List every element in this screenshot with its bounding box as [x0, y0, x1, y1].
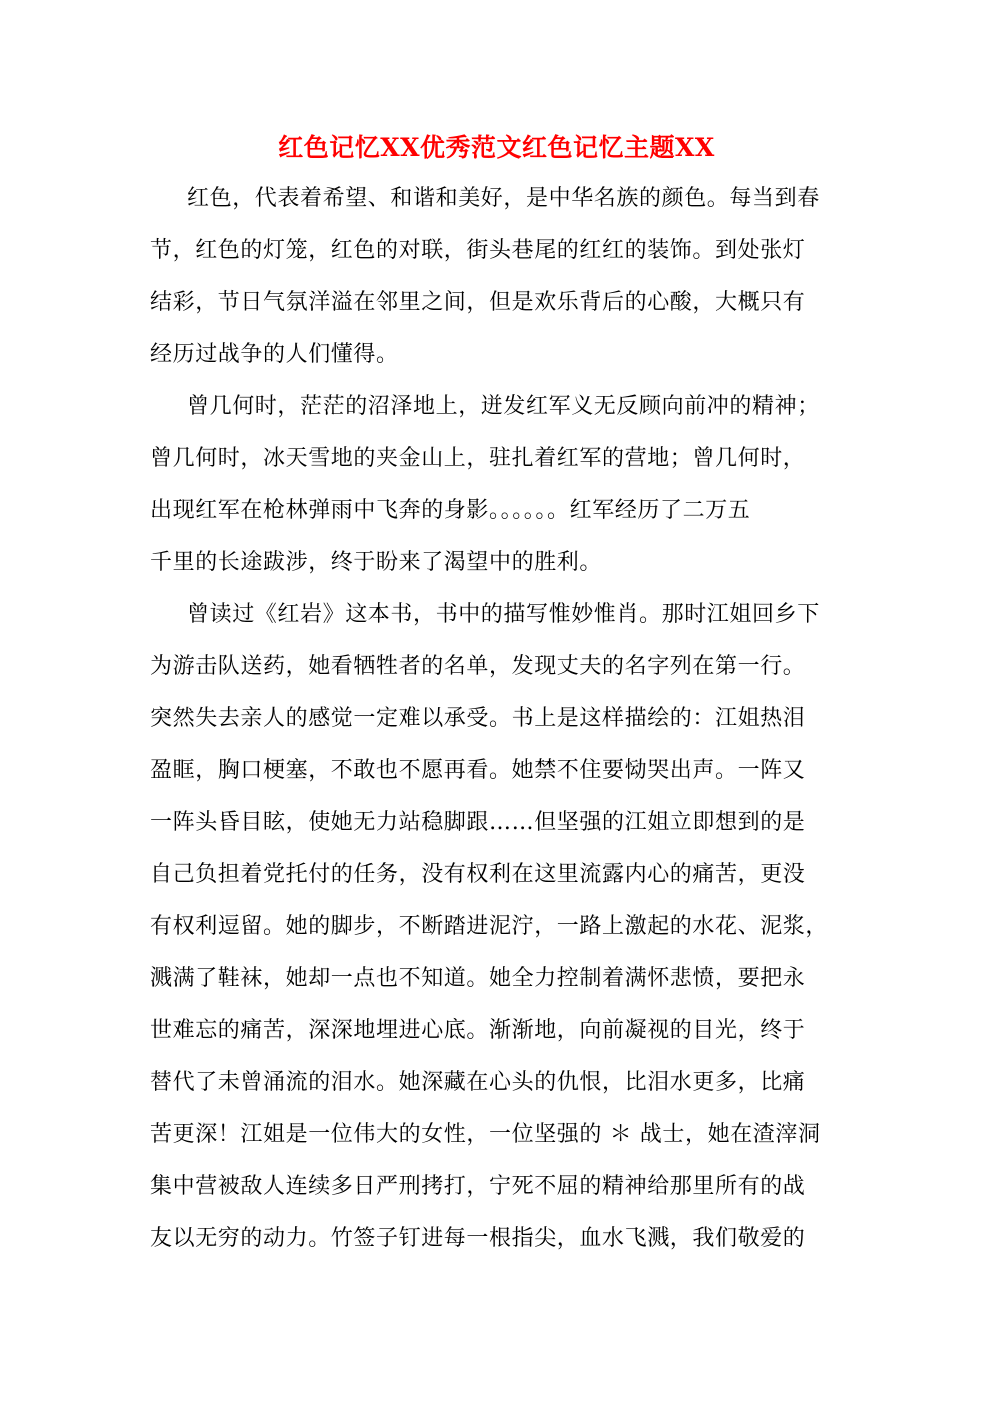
text-line: 盈眶，胸口梗塞，不敢也不愿再看。她禁不住要恸哭出声。一阵又 — [150, 758, 806, 783]
text-line: 苦更深！江姐是一位伟大的女性，一位坚强的 ＊ 战士，她在渣滓洞 — [150, 1122, 821, 1147]
text-line: 为游击队送药，她看牺牲者的名单，发现丈夫的名字列在第一行。 — [150, 654, 806, 679]
text-line: 有权利逗留。她的脚步，不断踏进泥泞，一路上激起的水花、泥浆， — [150, 914, 829, 939]
text-line: 红色，代表着希望、和谐和美好，是中华名族的颜色。每当到春 — [187, 186, 820, 211]
text-line: 曾读过《红岩》这本书，书中的描写惟妙惟肖。那时江姐回乡下 — [187, 602, 820, 627]
text-line: 一阵头昏目眩，使她无力站稳脚跟……但坚强的江姐立即想到的是 — [150, 810, 806, 835]
text-line: 集中营被敌人连续多日严刑拷打，宁死不屈的精神给那里所有的战 — [150, 1174, 806, 1199]
text-line: 千里的长途跋涉，终于盼来了渴望中的胜利。 — [150, 550, 603, 575]
text-line: 经历过战争的人们懂得。 — [150, 342, 399, 367]
text-line: 突然失去亲人的感觉一定难以承受。书上是这样描绘的：江姐热泪 — [150, 706, 806, 731]
text-line: 节，红色的灯笼，红色的对联，街头巷尾的红红的装饰。到处张灯 — [150, 238, 806, 263]
text-line: 世难忘的痛苦，深深地埋进心底。渐渐地，向前凝视的目光，终于 — [150, 1018, 806, 1043]
document-title: 红色记忆XX优秀范文红色记忆主题XX — [278, 133, 715, 162]
text-line: 自己负担着党托付的任务，没有权利在这里流露内心的痛苦，更没 — [150, 862, 806, 887]
text-line: 曾几何时，冰天雪地的夹金山上，驻扎着红军的营地；曾几何时， — [150, 446, 806, 471]
text-line: 溅满了鞋袜，她却一点也不知道。她全力控制着满怀悲愤，要把永 — [150, 966, 806, 991]
text-line: 结彩，节日气氛洋溢在邻里之间，但是欢乐背后的心酸，大概只有 — [150, 290, 806, 315]
text-line: 友以无穷的动力。竹签子钉进每一根指尖，血水飞溅，我们敬爱的 — [150, 1226, 806, 1251]
text-line: 出现红军在枪林弹雨中飞奔的身影。。。。。。红军经历了二万五 — [150, 498, 751, 523]
text-line: 曾几何时，茫茫的沼泽地上，迸发红军义无反顾向前冲的精神； — [187, 394, 820, 419]
text-line: 替代了未曾涌流的泪水。她深藏在心头的仇恨，比泪水更多，比痛 — [150, 1070, 806, 1095]
